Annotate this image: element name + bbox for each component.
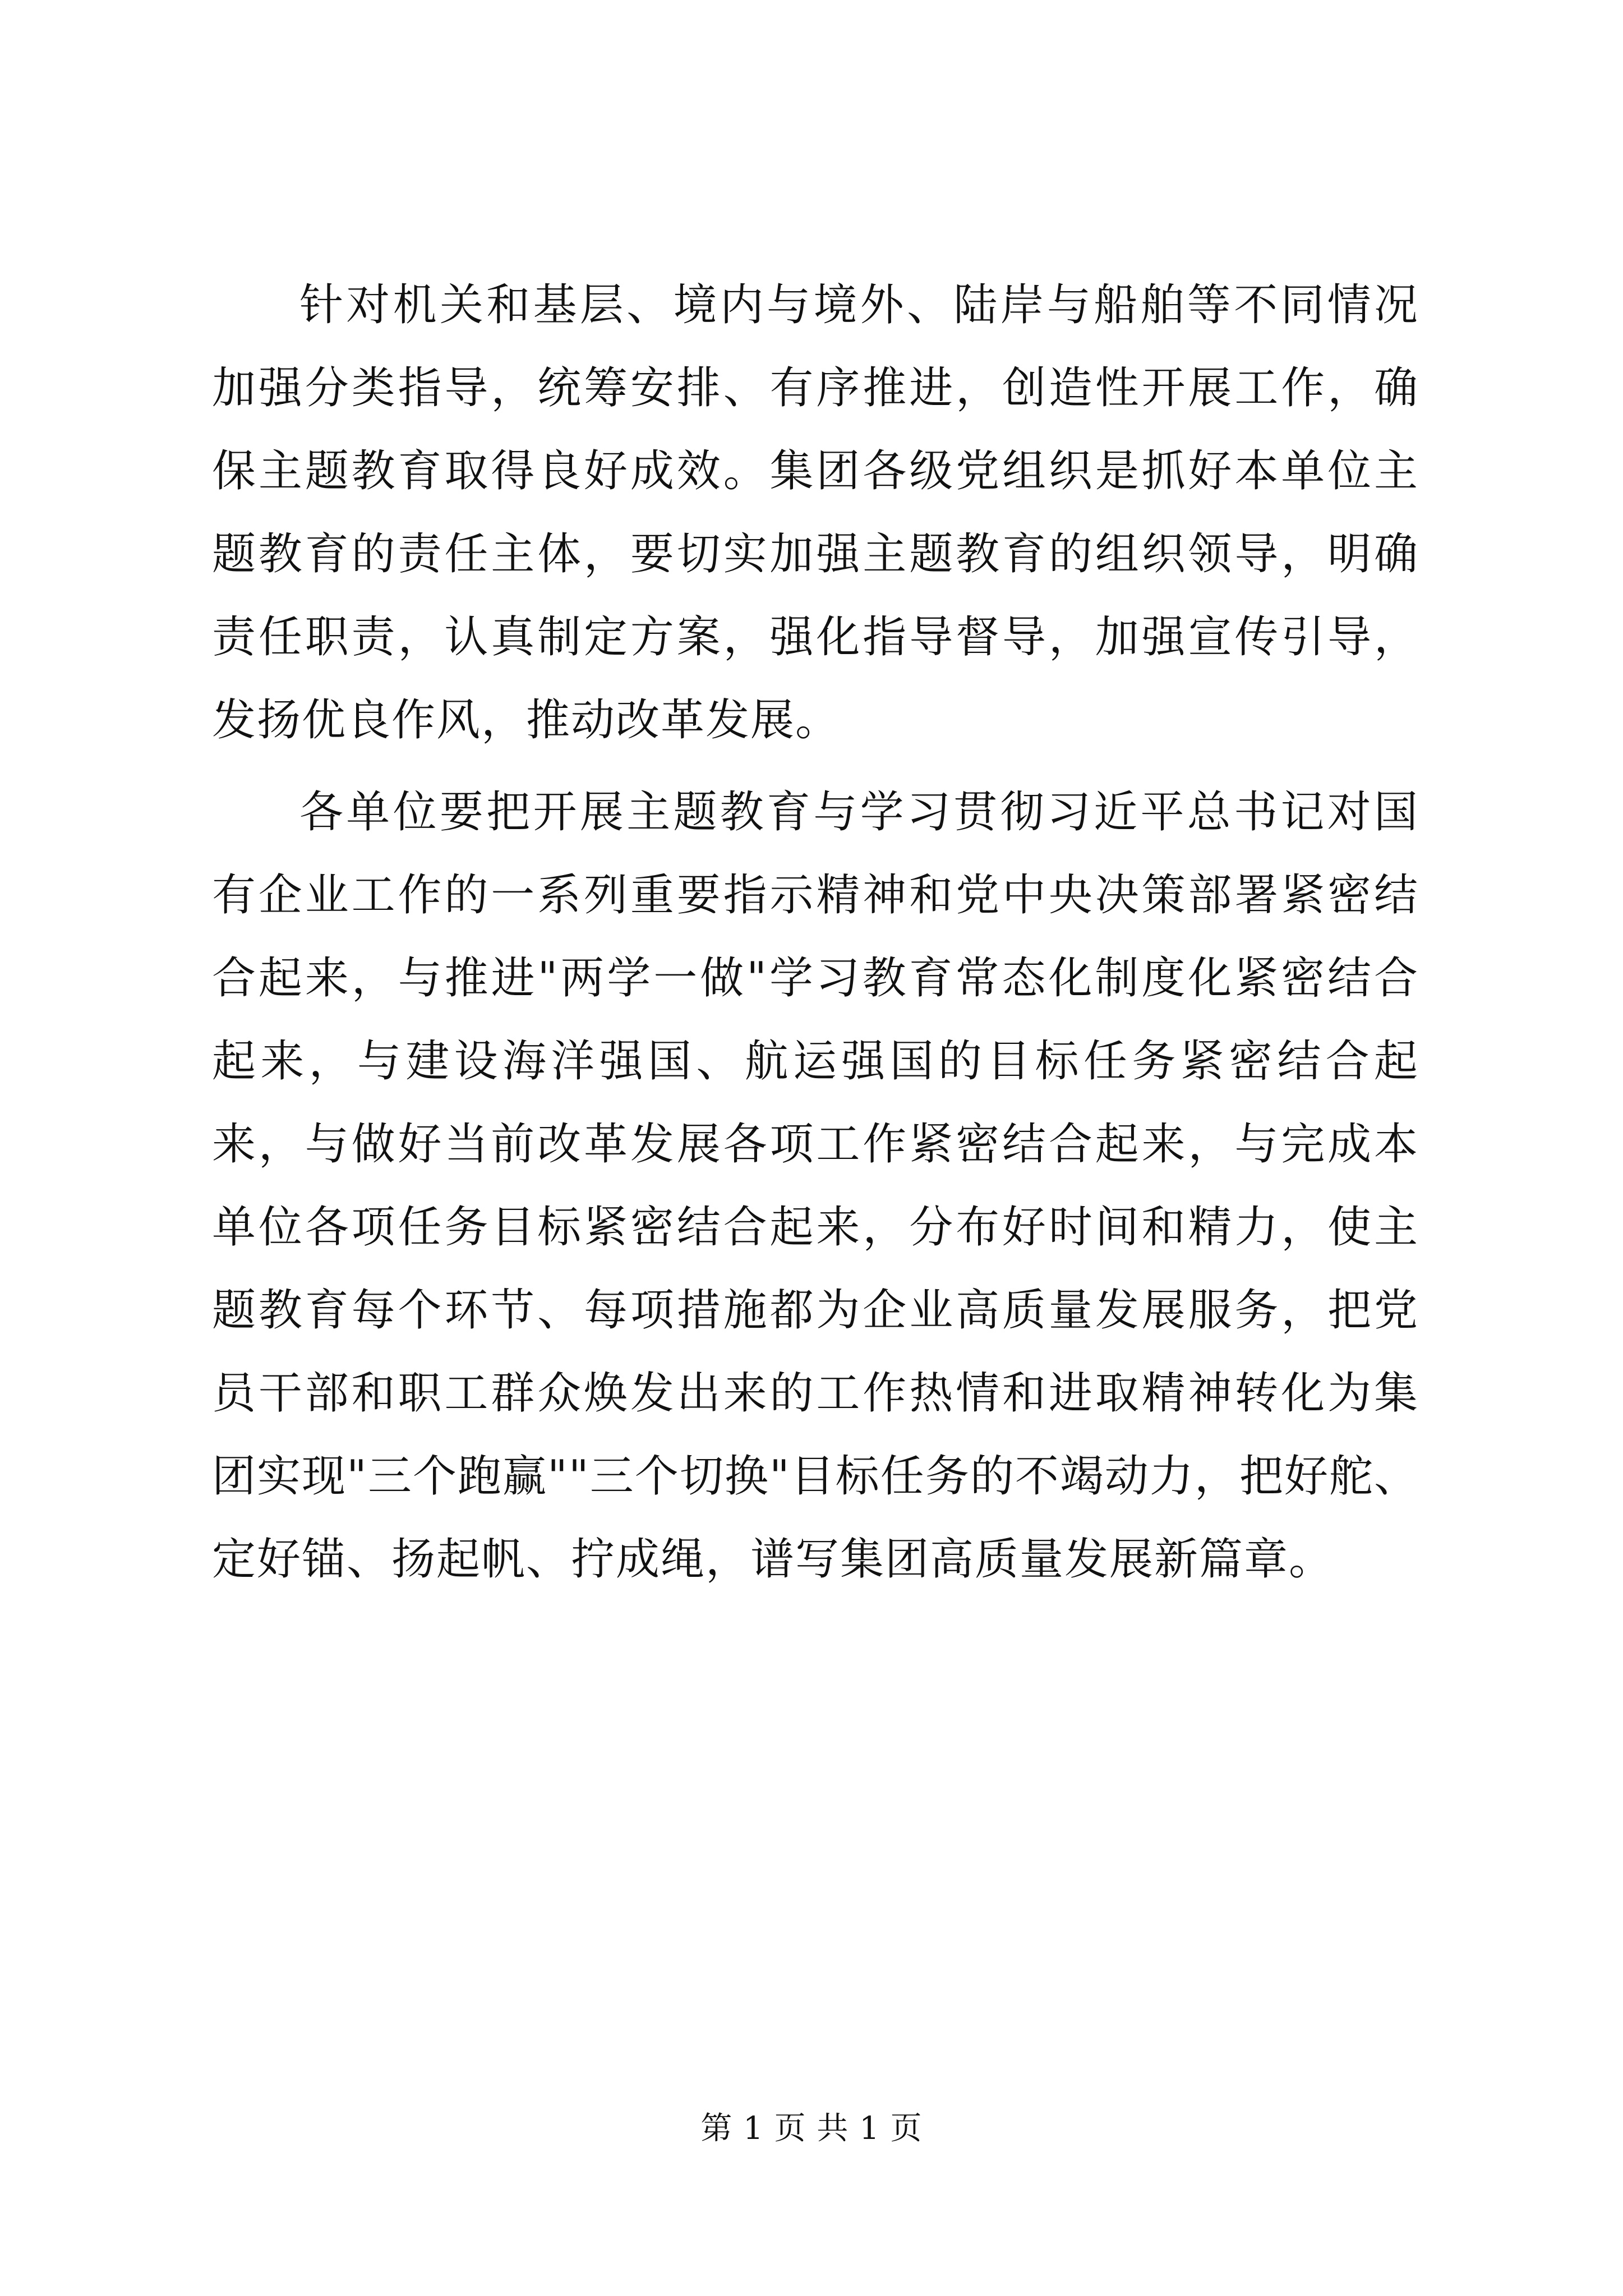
paragraph-2: 各单位要把开展主题教育与学习贯彻习近平总书记对国有企业工作的一系列重要指示精神和党中央决策部署紧密结合起来，与推进"两学一做"学习教育常态化制度化紧密结合起来，与建设海洋强国、航运强国的目标任务紧密结合起来，与做好当前改革发展各项工作紧密结合起来，与完成本单位各项任务目标紧密结合起来，分布好时间和精力，使主题教育每个环节、每项措施都为企业高质量发展服务，把党员干部和职工群众焕发出来的工作热情和进取精神转化为集团实现"三个跑赢""三个切换"目标任务的不竭动力，把好舵、定好锚、扬起帆、拧成绳，谱写集团高质量发展新篇章。 xyxy=(212,787,1419,1585)
document-body xyxy=(212,264,1419,1610)
page-number-footer: 第 1 页 共 1 页 xyxy=(700,2110,923,2147)
paragraph-1: 针对机关和基层、境内与境外、陆岸与船舶等不同情况加强分类指导，统筹安排、有序推进，创造性开展工作，确保主题教育取得良好成效。集团各级党组织是抓好本单位主题教育的责任主体，要切实加强主题教育的组织领导，明确责任职责，认真制定方案，强化指导督导，加强宣传引导，发扬优良作风，推动改革发展。 xyxy=(212,280,1419,746)
